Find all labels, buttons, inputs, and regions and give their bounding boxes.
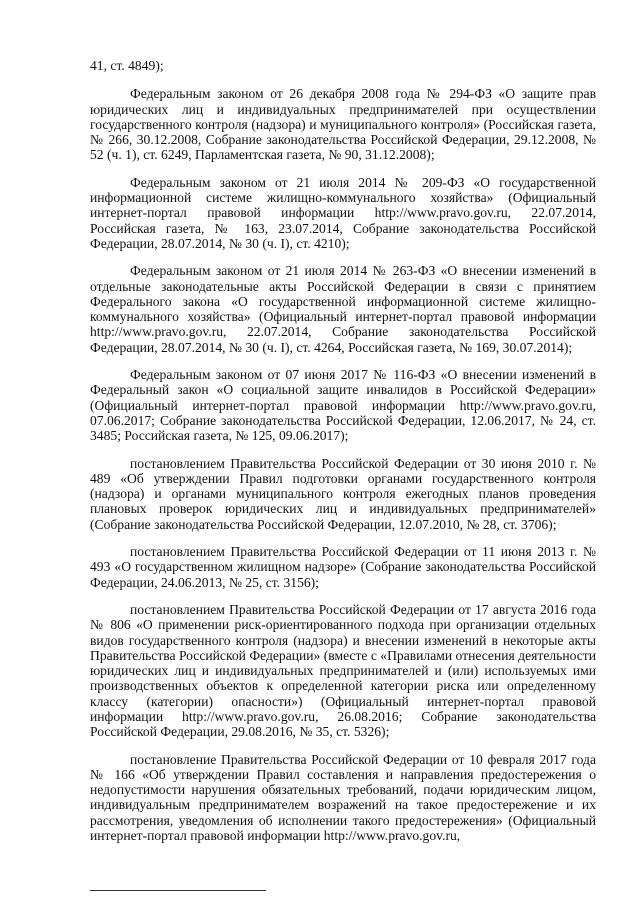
- paragraph-federal-law-209: Федеральным законом от 21 июля 2014 № 209-ФЗ «О государственной информационной системе жилищно-коммунального хозяйства» (Официальный интернет-портал правовой информации http://www.pravo.gov.ru, 22.07.2014, Российская газета, № 163, 23.07.2014, Собрание законодательства Российской Федерации, 28.07.2014, № 30 (ч. I), ст. 4210);: [90, 174, 596, 251]
- paragraph-federal-law-294: Федеральным законом от 26 декабря 2008 года № 294-ФЗ «О защите прав юридических лиц и индивидуальных предпринимателей при осуществлении государственного контроля (надзора) и муниципального контроля» (Российская газета, № 266, 30.12.2008, Собрание законодательства Российской Федерации, 29.12.2008, № 52 (ч. 1), ст. 6249, Парламентская газета, № 90, 31.12.2008);: [90, 86, 596, 163]
- paragraph-federal-law-263: Федеральным законом от 21 июля 2014 № 263-ФЗ «О внесении изменений в отдельные законодательные акты Российской Федерации в связи с принятием Федерального закона «О государственной информационной системе жилищно-коммунального хозяйства» (Официальный интернет-портал правовой информации http://www.pravo.gov.ru, 22.07.2014, Собрание законодательства Российской Федерации, 28.07.2014, № 30 (ч. I), ст. 4264, Российская газета, № 169, 30.07.2014);: [90, 263, 596, 355]
- paragraph-resolution-806: постановлением Правительства Российской Федерации от 17 августа 2016 года № 806 «О применении риск-ориентированного подхода при организации отдельных видов государственного контроля (надзора) и внесении изменений в некоторые акты Правительства Российской Федерации» (вместе с «Правилами отнесения деятельности юридических лиц и индивидуальных предпринимателей и (или) используемых ими производственных объектов к определенной категории риска или определенному классу (категории) опасности») (Официальный интернет-портал правовой информации http://www.pravo.gov.ru, 26.08.2016; Собрание законодательства Российской Федерации, 29.08.2016, № 35, ст. 5326);: [90, 601, 596, 740]
- paragraph-resolution-489: постановлением Правительства Российской Федерации от 30 июня 2010 г. № 489 «Об утверждении Правил подготовки органами государственного контроля (надзора) и органами муниципального контроля ежегодных планов проведения плановых проверок юридических лиц и индивидуальных предпринимателей» (Собрание законодательства Российской Федерации, 12.07.2010, № 28, ст. 3706);: [90, 455, 596, 532]
- document-body: [90, 58, 596, 843]
- paragraph-federal-law-116: Федеральным законом от 07 июня 2017 № 116-ФЗ «О внесении изменений в Федеральный закон «О социальной защите инвалидов в Российской Федерации» (Официальный интернет-портал правовой информации http://www.pravo.gov.ru, 07.06.2017; Собрание законодательства Российской Федерации, 12.06.2017, № 24, ст. 3485; Российская газета, № 125, 09.06.2017);: [90, 367, 596, 444]
- footnote-separator: [90, 890, 266, 891]
- paragraph-resolution-166: постановление Правительства Российской Федерации от 10 февраля 2017 года № 166 «Об утверждении Правил составления и направления предостережения о недопустимости нарушения обязательных требований, подачи юридическим лицом, индивидуальным предпринимателем возражений на такое предостережение и их рассмотрения, уведомления об исполнении такого предостережения» (Официальный интернет-портал правовой информации http://www.pravo.gov.ru,: [90, 751, 596, 844]
- paragraph-continuation: 41, ст. 4849);: [90, 58, 164, 73]
- paragraph-resolution-493: постановлением Правительства Российской Федерации от 11 июня 2013 г. № 493 «О государственном жилищном надзоре» (Собрание законодательства Российской Федерации, 24.06.2013, № 25, ст. 3156);: [90, 544, 596, 590]
